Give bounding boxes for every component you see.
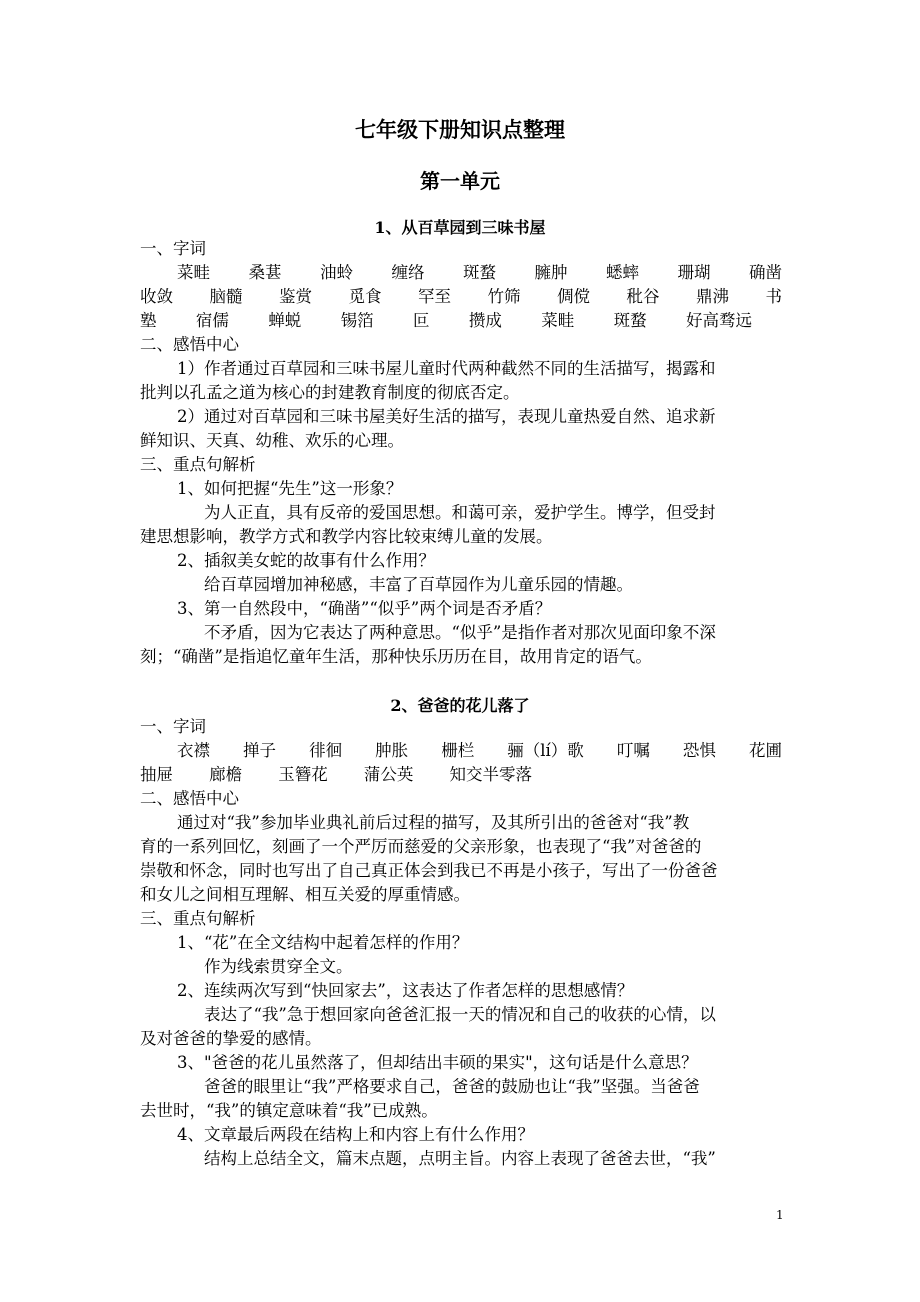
word: 抽屉 [140,765,173,784]
answer-line: 去世时，“我”的镇定意味着“我”已成熟。 [140,1101,438,1120]
document-title: 七年级下册知识点整理 [355,117,565,142]
question: 2、插叙美女蛇的故事有什么作用？ [177,551,435,570]
word: 宿儒 [195,311,229,330]
word: 桑葚 [248,263,282,282]
word: 攒成 [468,311,502,330]
word: 脑髓 [209,287,243,306]
word: 油蛉 [320,263,353,282]
question: 2、连续两次写到“快回家去”，这表达了作者怎样的思想感情？ [177,981,634,1000]
word: 斑蝥 [463,263,496,282]
word: 倜傥 [557,287,590,306]
word: 塾 [140,311,157,330]
word: 臃肿 [534,263,568,282]
answer-line: 作为线索贯穿全文。 [204,957,353,976]
paragraph-line: 1）作者通过百草园和三味书屋儿童时代两种截然不同的生活描写，揭露和 [177,359,716,378]
answer-line: 结构上总结全文，篇末点题，点明主旨。内容上表现了爸爸去世，“我” [204,1149,716,1168]
paragraph-line: 2）通过对百草园和三味书屋美好生活的描写，表现儿童热爱自然、追求新 [177,407,716,426]
paragraph-line: 批判以孔孟之道为核心的封建教育制度的彻底否定。 [140,383,520,402]
word: 衣襟 [177,741,210,760]
word: 掸子 [243,741,277,760]
word: 骊（lí）歌 [507,741,584,760]
lesson-2-title: 2、爸爸的花儿落了 [390,696,530,715]
word: 蝉蜕 [268,311,302,330]
word: 罕至 [418,287,451,306]
question: 1、如何把握“先生”这一形象？ [177,479,403,498]
word: 书 [765,287,782,306]
word: 花圃 [748,741,782,760]
section-heading: 二、感悟中心 [140,335,239,354]
word: 鼎沸 [696,287,729,306]
word: 好高骛远 [686,311,752,330]
section-heading: 二、感悟中心 [140,789,239,808]
word: 锡箔 [340,311,374,330]
word: 秕谷 [626,287,660,306]
word: 珊瑚 [677,263,711,282]
section-heading: 一、字词 [140,717,206,736]
answer-line: 及对爸爸的挚爱的感情。 [140,1029,322,1048]
word-row [140,763,532,787]
word: 徘徊 [309,741,343,760]
answer-line: 为人正直，具有反帝的爱国思想。和蔼可亲，爱护学生。博学，但受封 [204,503,716,522]
lesson-1-title: 1、从百草园到三味书屋 [374,218,546,237]
word: 竹筛 [487,287,521,306]
word: 玉簪花 [278,765,328,784]
word: 鉴赏 [279,287,312,306]
word-row [177,739,782,763]
word: 恐惧 [682,741,716,760]
word: 缠络 [391,263,425,282]
word-row [177,261,782,285]
paragraph-line: 崇敬和怀念，同时也写出了自己真正体会到我已不再是小孩子，写出了一份爸爸 [140,861,718,880]
answer-line: 建思想影响，教学方式和教学内容比较束缚儿童的发展。 [140,527,553,546]
paragraph-line: 通过对“我”参加毕业典礼前后过程的描写，及其所引出的爸爸对“我”教 [177,813,690,832]
word: 廊檐 [209,765,243,784]
word: 确凿 [749,263,782,282]
word: 收敛 [140,287,173,306]
answer-line: 表达了“我”急于想回家向爸爸汇报一天的情况和自己的收获的心情，以 [204,1005,716,1024]
question: 1、“花”在全文结构中起着怎样的作用？ [177,933,469,952]
word: 叵 [413,311,430,330]
answer-line: 给百草园增加神秘感，丰富了百草园作为儿童乐园的情趣。 [204,575,633,594]
word: 觅食 [348,287,382,306]
word-row [140,285,782,309]
word-row [140,309,752,333]
word: 蒲公英 [363,765,414,784]
question: 4、文章最后两段在结构上和内容上有什么作用？ [177,1125,534,1144]
answer-line: 爸爸的眼里让“我”严格要求自己，爸爸的鼓励也让“我”坚强。当爸爸 [204,1077,700,1096]
section-heading: 一、字词 [140,239,206,258]
word: 知交半零落 [449,765,532,784]
word: 菜畦 [541,311,575,330]
word: 菜畦 [177,263,210,282]
word: 肿胀 [375,741,409,760]
unit-heading: 第一单元 [420,169,500,193]
paragraph-line: 鲜知识、天真、幼稚、欢乐的心理。 [140,431,404,450]
word: 斑蝥 [613,311,647,330]
section-heading: 三、重点句解析 [140,909,256,928]
word: 叮嘱 [616,741,650,760]
question: 3、"爸爸的花儿虽然落了，但却结出丰硕的果实"，这句话是什么意思？ [177,1053,698,1072]
word: 蟋蟀 [606,263,639,282]
word: 栅栏 [441,741,475,760]
question: 3、第一自然段中，“确凿”“似乎”两个词是否矛盾？ [177,599,552,618]
section-heading: 三、重点句解析 [140,455,256,474]
paragraph-line: 育的一系列回忆，刻画了一个严厉而慈爱的父亲形象，也表现了“我”对爸爸的 [140,837,702,856]
page-number: 1 [776,1208,784,1222]
answer-line: 刻；“确凿”是指追忆童年生活，那种快乐历历在目，故用肯定的语气。 [140,647,652,666]
paragraph-line: 和女儿之间相互理解、相互关爱的厚重情感。 [140,885,470,904]
answer-line: 不矛盾，因为它表达了两种意思。“似乎”是指作者对那次见面印象不深 [204,623,716,642]
